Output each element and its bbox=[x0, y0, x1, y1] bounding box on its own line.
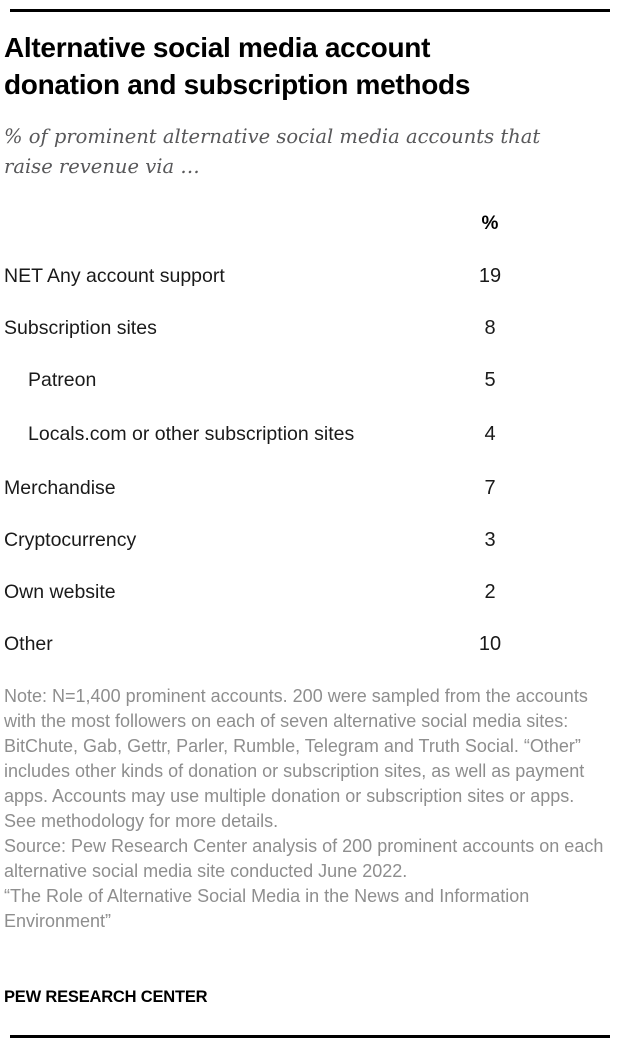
row-value: 3 bbox=[484, 528, 496, 551]
table-row bbox=[0, 514, 620, 566]
row-label: NET Any account support bbox=[4, 264, 225, 287]
row-value: 2 bbox=[484, 580, 496, 603]
row-label: Locals.com or other subscription sites bbox=[28, 422, 355, 445]
table-row bbox=[0, 618, 620, 670]
row-value: 8 bbox=[484, 316, 496, 339]
row-label: Own website bbox=[4, 580, 116, 603]
report-title-text: “The Role of Alternative Social Media in the News and Information Environment” bbox=[4, 886, 530, 931]
row-value: 5 bbox=[484, 368, 496, 391]
table-header-row bbox=[0, 198, 620, 250]
table-row bbox=[0, 462, 620, 514]
table-row bbox=[0, 406, 620, 462]
table-row bbox=[0, 302, 620, 354]
table-row bbox=[0, 250, 620, 302]
source-text: Source: Pew Research Center analysis of 200 prominent accounts on each alternative social media site conducted June 2022. bbox=[4, 836, 604, 881]
top-rule bbox=[10, 9, 610, 12]
row-label: Other bbox=[4, 632, 53, 655]
page-title: Alternative social media account donation and subscription methods bbox=[4, 32, 471, 100]
pew-research-center-wordmark: PEW RESEARCH CENTER bbox=[4, 988, 208, 1006]
row-label: Patreon bbox=[28, 368, 97, 391]
table-row bbox=[0, 566, 620, 618]
row-label: Cryptocurrency bbox=[4, 528, 137, 551]
row-value: 4 bbox=[484, 422, 496, 445]
row-label: Merchandise bbox=[4, 476, 116, 499]
row-value: 7 bbox=[484, 476, 496, 499]
chart-subtitle: % of prominent alternative social media accounts that raise revenue via … bbox=[4, 125, 541, 178]
row-value: 19 bbox=[478, 264, 502, 287]
note-text: Note: N=1,400 prominent accounts. 200 were sampled from the accounts with the most followers on each of seven alternative social media sites: BitChute, Gab, Gettr, Parler, Rumble, Telegram and Truth Social. “Other” includes other kinds of donation or subscription sites, as well as payment apps. Accounts may use multiple donation or subscription sites or apps. See methodology for more details. bbox=[4, 686, 588, 831]
percent-column-header: % bbox=[481, 213, 499, 234]
footnotes bbox=[4, 684, 606, 934]
table-row bbox=[0, 354, 620, 406]
bottom-rule bbox=[10, 1035, 610, 1038]
row-value: 10 bbox=[478, 632, 502, 655]
data-table bbox=[0, 198, 620, 670]
row-label: Subscription sites bbox=[4, 316, 157, 339]
